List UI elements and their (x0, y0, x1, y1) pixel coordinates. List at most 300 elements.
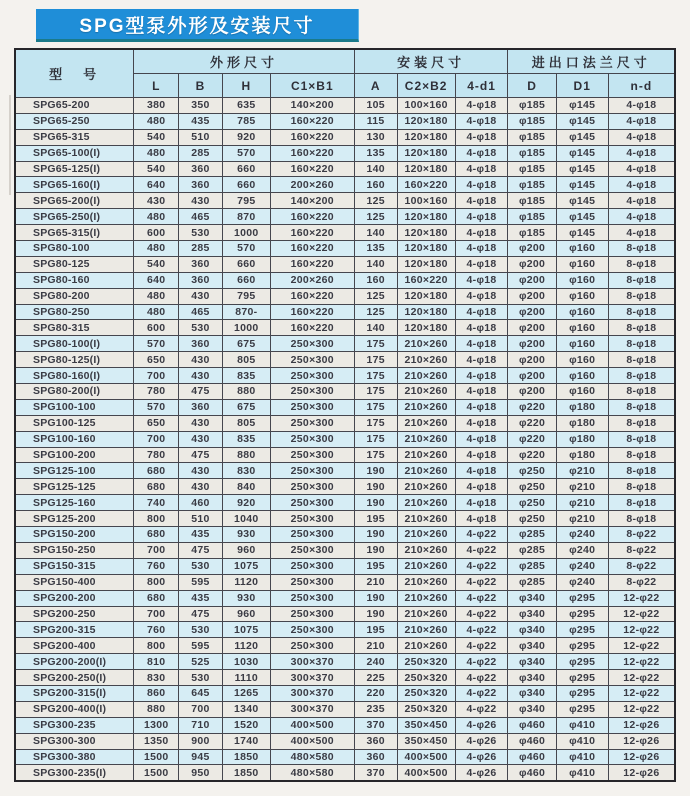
value-cell: 250×300 (270, 463, 354, 479)
value-cell: 760 (134, 622, 179, 638)
value-cell: 4-φ18 (455, 288, 508, 304)
value-cell: 4-φ22 (455, 590, 508, 606)
value-cell: 525 (179, 654, 223, 670)
value-cell: 510 (179, 129, 223, 145)
value-cell: 235 (354, 701, 397, 717)
value-cell: 4-φ18 (455, 384, 508, 400)
value-cell: φ460 (508, 765, 556, 781)
sub-header-cell: 4-d1 (455, 74, 508, 98)
table-row (15, 542, 675, 558)
value-cell: 250×320 (397, 685, 455, 701)
value-cell: 210×260 (397, 606, 455, 622)
value-cell: φ410 (556, 749, 608, 765)
value-cell: 700 (134, 368, 179, 384)
model-cell: SPG200-250(I) (15, 670, 134, 686)
value-cell: φ185 (508, 225, 556, 241)
value-cell: 250×300 (270, 384, 354, 400)
value-cell: φ185 (508, 177, 556, 193)
value-cell: φ200 (508, 272, 556, 288)
value-cell: 360 (179, 272, 223, 288)
value-cell: 710 (179, 717, 223, 733)
value-cell: 930 (222, 590, 270, 606)
value-cell: 360 (179, 177, 223, 193)
value-cell: 250×300 (270, 606, 354, 622)
value-cell: 570 (222, 241, 270, 257)
value-cell: 880 (134, 701, 179, 717)
value-cell: 1110 (222, 670, 270, 686)
title-banner (36, 9, 359, 42)
model-cell: SPG65-200 (15, 98, 134, 114)
table-row (15, 145, 675, 161)
value-cell: 125 (354, 304, 397, 320)
value-cell: 8-φ18 (608, 384, 675, 400)
value-cell: 475 (179, 606, 223, 622)
value-cell: 475 (179, 542, 223, 558)
value-cell: 675 (222, 336, 270, 352)
value-cell: 8-φ18 (608, 304, 675, 320)
value-cell: 160 (354, 177, 397, 193)
value-cell: 4-φ26 (455, 733, 508, 749)
value-cell: 250×320 (397, 701, 455, 717)
value-cell: 4-φ22 (455, 606, 508, 622)
value-cell: 160×220 (270, 256, 354, 272)
value-cell: 475 (179, 384, 223, 400)
value-cell: 125 (354, 288, 397, 304)
model-cell: SPG80-125 (15, 256, 134, 272)
value-cell: φ220 (508, 399, 556, 415)
value-cell: 175 (354, 368, 397, 384)
value-cell: 12-φ22 (608, 685, 675, 701)
value-cell: 780 (134, 447, 179, 463)
value-cell: φ250 (508, 495, 556, 511)
value-cell: 140 (354, 320, 397, 336)
value-cell: 430 (179, 352, 223, 368)
table-header (15, 49, 675, 98)
table-row (15, 670, 675, 686)
value-cell: 800 (134, 638, 179, 654)
value-cell: 480×580 (270, 749, 354, 765)
value-cell: 435 (179, 590, 223, 606)
value-cell: 250×300 (270, 415, 354, 431)
value-cell: 645 (179, 685, 223, 701)
value-cell: φ185 (508, 113, 556, 129)
value-cell: 120×180 (397, 304, 455, 320)
value-cell: 115 (354, 113, 397, 129)
value-cell: 480 (134, 304, 179, 320)
value-cell: φ145 (556, 225, 608, 241)
value-cell: φ295 (556, 670, 608, 686)
value-cell: 8-φ18 (608, 399, 675, 415)
group-header-row (15, 49, 675, 74)
value-cell: φ250 (508, 511, 556, 527)
value-cell: φ340 (508, 685, 556, 701)
value-cell: 240 (354, 654, 397, 670)
value-cell: φ295 (556, 622, 608, 638)
value-cell: 4-φ18 (608, 161, 675, 177)
sub-header-cell: B (179, 74, 223, 98)
value-cell: 4-φ18 (455, 241, 508, 257)
value-cell: 175 (354, 431, 397, 447)
value-cell: 160×220 (270, 129, 354, 145)
header-flange-dims: 进出口法兰尺寸 (508, 49, 675, 74)
value-cell: 370 (354, 765, 397, 781)
value-cell: 1340 (222, 701, 270, 717)
value-cell: 400×500 (270, 717, 354, 733)
value-cell: 780 (134, 384, 179, 400)
table-row (15, 558, 675, 574)
value-cell: 680 (134, 463, 179, 479)
value-cell: φ145 (556, 193, 608, 209)
value-cell: 250×320 (397, 654, 455, 670)
value-cell: 465 (179, 209, 223, 225)
value-cell: φ340 (508, 590, 556, 606)
value-cell: 960 (222, 542, 270, 558)
value-cell: 1300 (134, 717, 179, 733)
value-cell: 4-φ18 (455, 256, 508, 272)
value-cell: 640 (134, 177, 179, 193)
value-cell: φ145 (556, 145, 608, 161)
value-cell: 595 (179, 638, 223, 654)
value-cell: 210×260 (397, 415, 455, 431)
model-cell: SPG100-100 (15, 399, 134, 415)
table-body (15, 98, 675, 782)
value-cell: 1500 (134, 749, 179, 765)
value-cell: 465 (179, 304, 223, 320)
value-cell: φ160 (556, 320, 608, 336)
value-cell: φ200 (508, 288, 556, 304)
value-cell: 12-φ26 (608, 717, 675, 733)
value-cell: 530 (179, 320, 223, 336)
value-cell: 105 (354, 98, 397, 114)
value-cell: 570 (134, 399, 179, 415)
table-row (15, 304, 675, 320)
model-cell: SPG65-200(I) (15, 193, 134, 209)
value-cell: 120×180 (397, 129, 455, 145)
value-cell: φ295 (556, 654, 608, 670)
table-row (15, 336, 675, 352)
model-cell: SPG80-100(I) (15, 336, 134, 352)
table-row (15, 447, 675, 463)
value-cell: 530 (179, 558, 223, 574)
value-cell: 430 (134, 193, 179, 209)
value-cell: φ285 (508, 574, 556, 590)
value-cell: 12-φ22 (608, 638, 675, 654)
value-cell: 480 (134, 209, 179, 225)
sub-header-cell: C1×B1 (270, 74, 354, 98)
value-cell: 300×370 (270, 685, 354, 701)
value-cell: 4-φ22 (455, 558, 508, 574)
value-cell: 430 (179, 368, 223, 384)
value-cell: 430 (179, 193, 223, 209)
table-row (15, 256, 675, 272)
table-row (15, 98, 675, 114)
value-cell: 430 (179, 415, 223, 431)
value-cell: 430 (179, 288, 223, 304)
value-cell: 160×220 (397, 272, 455, 288)
sub-header-cell: A (354, 74, 397, 98)
model-cell: SPG80-160 (15, 272, 134, 288)
value-cell: 190 (354, 463, 397, 479)
table-row (15, 320, 675, 336)
value-cell: 530 (179, 670, 223, 686)
value-cell: φ410 (556, 765, 608, 781)
value-cell: 190 (354, 495, 397, 511)
value-cell: φ220 (508, 431, 556, 447)
value-cell: 870- (222, 304, 270, 320)
value-cell: 740 (134, 495, 179, 511)
value-cell: 210×260 (397, 463, 455, 479)
value-cell: φ145 (556, 98, 608, 114)
value-cell: 210×260 (397, 352, 455, 368)
value-cell: 660 (222, 272, 270, 288)
value-cell: 250×300 (270, 622, 354, 638)
table-row (15, 717, 675, 733)
model-cell: SPG300-235(I) (15, 765, 134, 781)
value-cell: 4-φ18 (608, 177, 675, 193)
value-cell: φ220 (508, 415, 556, 431)
model-cell: SPG80-250 (15, 304, 134, 320)
value-cell: φ210 (556, 495, 608, 511)
value-cell: 160 (354, 272, 397, 288)
value-cell: 8-φ18 (608, 368, 675, 384)
value-cell: 760 (134, 558, 179, 574)
value-cell: φ145 (556, 113, 608, 129)
value-cell: φ185 (508, 98, 556, 114)
model-cell: SPG100-160 (15, 431, 134, 447)
value-cell: 140 (354, 256, 397, 272)
value-cell: φ210 (556, 511, 608, 527)
value-cell: 160×220 (270, 241, 354, 257)
value-cell: 805 (222, 415, 270, 431)
value-cell: 360 (354, 749, 397, 765)
value-cell: 430 (179, 479, 223, 495)
value-cell: 8-φ18 (608, 495, 675, 511)
value-cell: 12-φ22 (608, 622, 675, 638)
value-cell: φ460 (508, 733, 556, 749)
value-cell: 360 (179, 399, 223, 415)
value-cell: φ180 (556, 431, 608, 447)
value-cell: 8-φ18 (608, 463, 675, 479)
table-row (15, 193, 675, 209)
value-cell: 1850 (222, 749, 270, 765)
value-cell: φ160 (556, 384, 608, 400)
value-cell: 160×220 (270, 288, 354, 304)
sub-header-cell: n-d (608, 74, 675, 98)
value-cell: 210 (354, 574, 397, 590)
sub-header-cell: H (222, 74, 270, 98)
value-cell: 4-φ18 (608, 209, 675, 225)
value-cell: 210×260 (397, 479, 455, 495)
value-cell: 4-φ22 (455, 622, 508, 638)
table-row (15, 431, 675, 447)
value-cell: 4-φ18 (455, 145, 508, 161)
table-row (15, 479, 675, 495)
value-cell: 8-φ18 (608, 272, 675, 288)
value-cell: 530 (179, 622, 223, 638)
value-cell: φ240 (556, 527, 608, 543)
model-cell: SPG300-300 (15, 733, 134, 749)
model-cell: SPG100-200 (15, 447, 134, 463)
value-cell: φ250 (508, 479, 556, 495)
value-cell: φ160 (556, 272, 608, 288)
value-cell: 4-φ18 (455, 415, 508, 431)
value-cell: φ210 (556, 463, 608, 479)
value-cell: 950 (179, 765, 223, 781)
value-cell: 140 (354, 225, 397, 241)
table-row (15, 606, 675, 622)
value-cell: 4-φ18 (455, 209, 508, 225)
value-cell: 120×180 (397, 241, 455, 257)
value-cell: 680 (134, 527, 179, 543)
value-cell: 435 (179, 527, 223, 543)
value-cell: 830 (222, 463, 270, 479)
model-cell: SPG200-200(I) (15, 654, 134, 670)
model-cell: SPG80-160(I) (15, 368, 134, 384)
value-cell: 120×180 (397, 209, 455, 225)
table-row (15, 288, 675, 304)
value-cell: φ200 (508, 352, 556, 368)
value-cell: 160×220 (270, 209, 354, 225)
value-cell: φ160 (556, 288, 608, 304)
value-cell: 4-φ18 (455, 320, 508, 336)
value-cell: 4-φ18 (455, 113, 508, 129)
value-cell: 190 (354, 542, 397, 558)
value-cell: 140×200 (270, 98, 354, 114)
value-cell: φ180 (556, 399, 608, 415)
value-cell: 4-φ18 (455, 161, 508, 177)
table-row (15, 113, 675, 129)
header-outline-dims: 外形尺寸 (134, 49, 354, 74)
value-cell: 210×260 (397, 368, 455, 384)
model-cell: SPG125-160 (15, 495, 134, 511)
model-cell: SPG150-250 (15, 542, 134, 558)
value-cell: 900 (179, 733, 223, 749)
value-cell: 4-φ18 (608, 193, 675, 209)
value-cell: 1520 (222, 717, 270, 733)
value-cell: 1000 (222, 225, 270, 241)
value-cell: 120×180 (397, 225, 455, 241)
value-cell: 210×260 (397, 384, 455, 400)
value-cell: 930 (222, 527, 270, 543)
value-cell: 8-φ18 (608, 415, 675, 431)
model-cell: SPG150-200 (15, 527, 134, 543)
value-cell: 200×260 (270, 177, 354, 193)
value-cell: φ295 (556, 638, 608, 654)
value-cell: 4-φ18 (455, 225, 508, 241)
value-cell: φ295 (556, 590, 608, 606)
model-cell: SPG80-315 (15, 320, 134, 336)
value-cell: 660 (222, 177, 270, 193)
value-cell: 210×260 (397, 431, 455, 447)
value-cell: 570 (134, 336, 179, 352)
value-cell: 1075 (222, 622, 270, 638)
value-cell: 8-φ18 (608, 336, 675, 352)
value-cell: 250×300 (270, 479, 354, 495)
value-cell: φ410 (556, 717, 608, 733)
value-cell: 120×180 (397, 288, 455, 304)
table-row (15, 129, 675, 145)
value-cell: 12-φ22 (608, 670, 675, 686)
value-cell: 140×200 (270, 193, 354, 209)
table-row (15, 241, 675, 257)
table-row (15, 399, 675, 415)
value-cell: 480 (134, 113, 179, 129)
value-cell: 4-φ18 (455, 193, 508, 209)
value-cell: 100×160 (397, 98, 455, 114)
table-row (15, 177, 675, 193)
scan-artifact (9, 95, 11, 195)
value-cell: 250×300 (270, 638, 354, 654)
value-cell: 12-φ22 (608, 606, 675, 622)
value-cell: 225 (354, 670, 397, 686)
value-cell: φ285 (508, 542, 556, 558)
value-cell: 4-φ18 (455, 352, 508, 368)
value-cell: 175 (354, 336, 397, 352)
value-cell: 190 (354, 590, 397, 606)
value-cell: 195 (354, 622, 397, 638)
value-cell: 4-φ18 (455, 129, 508, 145)
value-cell: 160×220 (270, 304, 354, 320)
value-cell: 4-φ22 (455, 654, 508, 670)
value-cell: 785 (222, 113, 270, 129)
value-cell: φ285 (508, 558, 556, 574)
value-cell: 700 (134, 606, 179, 622)
value-cell: 920 (222, 495, 270, 511)
value-cell: 795 (222, 193, 270, 209)
value-cell: 210×260 (397, 447, 455, 463)
dimension-table (14, 48, 676, 782)
value-cell: 8-φ22 (608, 574, 675, 590)
value-cell: 360 (179, 256, 223, 272)
value-cell: 195 (354, 511, 397, 527)
value-cell: 210×260 (397, 542, 455, 558)
value-cell: 8-φ18 (608, 431, 675, 447)
value-cell: 160×220 (270, 113, 354, 129)
value-cell: 4-φ18 (455, 511, 508, 527)
sub-header-cell: L (134, 74, 179, 98)
value-cell: φ340 (508, 622, 556, 638)
value-cell: 480 (134, 241, 179, 257)
value-cell: 160×220 (270, 145, 354, 161)
value-cell: φ185 (508, 145, 556, 161)
value-cell: 300×370 (270, 670, 354, 686)
model-cell: SPG80-200(I) (15, 384, 134, 400)
value-cell: 210 (354, 638, 397, 654)
model-cell: SPG65-250 (15, 113, 134, 129)
value-cell: 210×260 (397, 495, 455, 511)
value-cell: 160×220 (397, 177, 455, 193)
value-cell: 250×300 (270, 574, 354, 590)
value-cell: φ145 (556, 129, 608, 145)
value-cell: 1000 (222, 320, 270, 336)
value-cell: 1120 (222, 574, 270, 590)
value-cell: 360 (179, 336, 223, 352)
value-cell: 1500 (134, 765, 179, 781)
value-cell: 510 (179, 511, 223, 527)
value-cell: 200×260 (270, 272, 354, 288)
value-cell: φ200 (508, 384, 556, 400)
value-cell: φ340 (508, 670, 556, 686)
value-cell: 12-φ26 (608, 749, 675, 765)
table-row (15, 161, 675, 177)
value-cell: 100×160 (397, 193, 455, 209)
sub-header-cell: D1 (556, 74, 608, 98)
value-cell: 8-φ18 (608, 241, 675, 257)
value-cell: φ180 (556, 447, 608, 463)
sub-header-cell: D (508, 74, 556, 98)
value-cell: 4-φ18 (455, 272, 508, 288)
model-cell: SPG125-125 (15, 479, 134, 495)
